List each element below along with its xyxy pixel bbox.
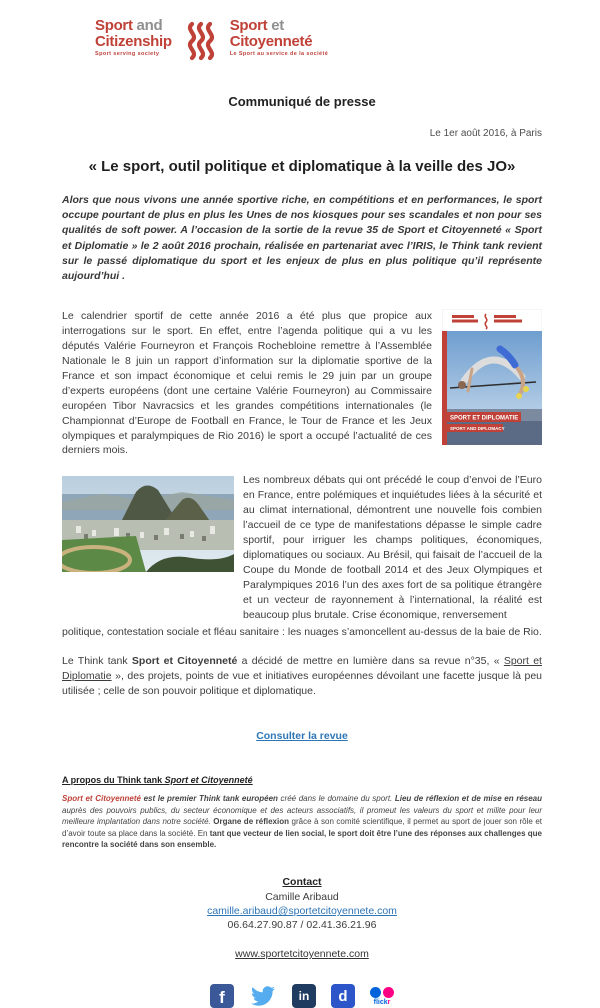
social-icons-row [62,984,542,1008]
logo-right-line1: Sport et [229,17,284,34]
logo-right-tagline: Le Sport au service de la société [229,51,329,57]
flickr-pink-dot [383,987,394,998]
about-heading: A propos du Think tank Sport et Citoyenneté [62,775,253,786]
cover-title-en: SPORT AND DIPLOMACY [450,426,505,432]
twitter-icon[interactable] [249,984,277,1008]
logo-left-tagline: Sport serving society [95,51,160,57]
contact-phones: 06.64.27.90.87 / 02.41.36.21.96 [227,919,377,932]
document-type-heading: Communiqué de presse [228,94,376,109]
rio-aerial-photo [62,473,234,577]
consulter-la-revue-link[interactable]: Consulter la revue [256,730,348,743]
magazine-cover-image [442,309,542,450]
p3-text-b: a décidé de mettre en lumière dans sa revue n°35, « [237,655,504,668]
logo-left-line2: Citizenship [95,33,172,50]
logo-sport-et-citoyennete [230,18,329,58]
paragraph-euro-debates-tail: politique, contestation sociale et fléau sanitaire : les nuages s’amoncellent au-dessus de la baie de Rio. [62,626,542,639]
intro-paragraph: Alors que nous vivons une année sportive riche, en compétitions et en performances, le sport occupe pourtant de plus en plus les Unes de nos kiosques pour ses scandales et non pour ses qualités de soft power. A l’occasion de la sortie de la revue 35 de Sport et Citoyenneté « Sport et Diplomatie » le 2 août 2016 prochain, réalisée en partenariat avec l’IRIS, le Think tank revient sur le passé diplomatique du sport et les enjeux de plus en plus politique qu’il représente aujourd’hui . [62,194,542,283]
paragraph-sport-calendar: Le calendrier sportif de cette année 2016 a été plus que propice aux interrogations sur le sport. En effet, entre l’agenda politique qui a vu les députés Valérie Fourneyron et François Rochebloine remettre à l’Assemblée Nationale le 8 juin un rapport d’information sur la diplomatie sportive de la France et son impact économique et celui remis le 29 juin par un groupe d’experts européens (dont une certaine Valérie Fourneyron) au Commissaire européen Tibor Navracsics et les grandes compétitions internationales (le Championnat d’Europe de Football en France, le Tour de France et les Jeux olympiques et paralympiques de Rio 2016) le sport a occupé l’actualité de ces derniers mois. [62,310,432,457]
about-brand-name: Sport et Citoyenneté [62,794,141,804]
flickr-blue-dot [370,987,381,998]
header [0,0,600,67]
flickr-wordmark: flickr [373,998,391,1006]
contact-heading: Contact [282,876,322,889]
contact-email-link[interactable]: camille.aribaud@sportetcitoyennete.com [207,905,397,918]
date-line: Le 1er août 2016, à Paris [429,128,542,139]
p3-think-tank-name: Sport et Citoyenneté [131,655,238,668]
document-body [0,94,600,1008]
contact-name: Camille Aribaud [265,891,339,904]
logo-sport-and-citizenship [95,18,172,58]
website-row [62,948,542,960]
section-rio [62,473,542,622]
contact-section [62,876,542,931]
main-title: « Le sport, outil politique et diplomatique à la veille des JO» [88,158,516,175]
sss-wave-icon [184,20,218,67]
website-link[interactable]: www.sportetcitoyennete.com [235,948,369,961]
about-section [62,775,542,851]
about-paragraph: Sport et Citoyenneté est le premier Think tank européen créé dans le domaine du sport. Lieu de réflexion et de mise en réseau auprès des pouvoirs publics, du secteur économique et des acteurs associatifs, il promeut les valeurs du sport et milite pour leur meilleure implantation dans notre société. Organe de réflexion grâce à son comité scientifique, il permet au sport de jouer son rôle et d’avoir toute sa place dans la société. En tant que vecteur de lien social, le sport doit être l’une des réponses aux challenges que rencontre la société dans son ensemble. [62,794,543,850]
paragraph-think-tank [62,654,542,699]
dailymotion-icon[interactable]: d [331,984,355,1008]
logo-right-line2: Citoyenneté [229,33,313,50]
flickr-icon[interactable] [370,987,394,1006]
cover-title-fr: SPORT ET DIPLOMATIE [450,415,519,422]
sport-et-diplomatie-link[interactable]: Sport et Diplomatie [62,655,542,683]
section-calendar [62,309,542,458]
p3-text-a: Le Think tank [62,655,132,668]
paragraph-euro-debates: Les nombreux débats qui ont précédé le coup d’envoi de l’Euro en France, entre polémiques et inquiétudes liées à la sécurité et au climat international, démontrent une nouvelle fois combien l’accueil de ce type de manifestations dépasse le simple cadre sportif, pour irriguer les champs politiques, économiques, diplomatiques ou sociaux. Au Brésil, qui faisait de l’accueil de la Coupe du Monde de football 2014 et des Jeux Olympiques et Paralympiques 2016 l’un des axes fort de sa politique étrangère et un vecteur de rayonnement à l’international, la réalité est beaucoup plus brutale. Crise économique, renversement [243,474,542,621]
review-link-row [62,726,542,744]
logo-left-line1: Sport and [95,17,163,34]
p3-text-c: », des projets, points de vue et initiatives européennes dévoilant une facette jusque là peu utilisée ; celle de son pouvoir politique et diplomatique. [62,670,542,698]
facebook-icon[interactable]: f [210,984,234,1008]
linkedin-icon[interactable]: in [292,984,316,1008]
